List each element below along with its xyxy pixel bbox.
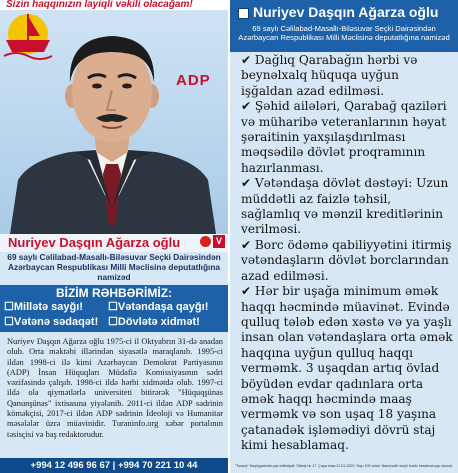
party-badge-icon [200, 236, 211, 247]
candidacy-subtitle: 69 saylı Cəlilabad-Masallı-Biləsuvar Seçki Dairəsindən Azərbaycan Respublikası Milli Məclisinə deputatlığına namizəd [238, 24, 450, 42]
contact-phones: +994 12 496 96 67 | +994 70 221 10 44 [0, 458, 228, 473]
party-abbreviation: ADP [176, 72, 211, 89]
candidacy-subtitle: 69 saylı Cəlilabad-Masallı-Biləsuvar Seçki Dairəsindən Azərbaycan Respublikası Milli Məclisinə deputatlığına namizəd [7, 252, 221, 282]
program-points [241, 53, 453, 454]
motto-item: ☐Vətənə sədaqət! [4, 316, 99, 328]
check-icon: ✔ [241, 176, 252, 191]
program-point: ✔ Vətəndaşa dövlət dəstəyi: Uzun müddətli az faizlə təhsil, sağlamlıq və mənzil kreditlərinin verilməsi. [241, 176, 449, 237]
program-point: ✔ Hər bir uşağa minimum əmək haqqı həcmində müavinət. Evində qulluq tələb edən xəstə və ya yaşlı insan olan vətəndaşlara orta əmək haqqına uyğun qulluq haqqı verməmk. 3 uşaqdan artıq övlad böyüdən evdar qadınlara orta əmək haqqı həcmində maaş verməmk və son uşaq 18 yaşına çatanadək işləmədiyi dövrü staj kimi hesablamaq. [241, 284, 453, 453]
ballot-box-icon: V [213, 235, 225, 248]
motto-title: BİZİM RƏHBƏRİMİZ: [55, 286, 173, 300]
adp-logo-icon [0, 10, 56, 74]
candidate-name-bar [0, 234, 228, 252]
campaign-leaflet-program [230, 0, 458, 473]
program-point: ✔ Borc ödəmə qabiliyyətini itirmiş vətəndaşların dövlət borclarından azad edilməsi. [241, 237, 452, 283]
candidate-name: Nuriyev Daşqın Ağarza oğlu [253, 4, 439, 20]
motto-item: ☐Vətəndaşa qayğı! [108, 301, 209, 313]
motto-item: ☐Millətə sayğı! [4, 301, 83, 313]
print-imprint: "Turana" Nəşriyyatında çap edilmişdir. Sifariş № 17. Çapa imza 21.01.2020. Sayı 100 ədəd. Namizədin seçki fondu hesabına çap olunub. [234, 464, 454, 468]
program-header [230, 0, 458, 52]
motto-block [0, 285, 228, 332]
checkbox-icon: ☐ [108, 316, 118, 328]
motto-item: ☐Dövlətə xidmət! [108, 316, 200, 328]
checkbox-icon [238, 8, 249, 19]
check-icon: ✔ [241, 53, 252, 67]
candidate-biography: Nuriyev Daşqın Ağarza oğlu 1975-ci il Oktyabrın 31-də anadan olub. Orta məktəbi illərindən siyasətlə maraqlanıb. 1995-ci ildən 1998-ci ilə kimi Azərbaycan Demokrat Partiyasının (ADP) İnsan Hüquqları Müdafiə Komissiyasının sədri vəzifəsində çalışıb. 1998-ci ildə hərbi xidmətdə olub. 1997-ci ildə ola qiymətlərlə universiteti bitirərək "Hüquqşünas Qanunşünas" ixtisasına yiyələnib. 2011-ci ildən ADP sədrinin köməkçisi, 2017-ci ildən ADP sədrinin İdeoloji və Humanitar məsələlər üzrə müavinidir. Turaninfo.org xəbər portalının təsisçisi və baş redaktorudur. [7, 337, 223, 439]
program-point: ✔ Dağlıq Qarabağın hərbi və beynəlxalq hüquqa uyğun işğaldan azad edilməsi. [241, 53, 418, 98]
checkbox-icon: ☐ [4, 301, 14, 313]
checkbox-icon: ☐ [4, 316, 14, 328]
candidate-photo [0, 10, 228, 234]
campaign-leaflet-front [0, 0, 228, 473]
program-point: ✔ Şəhid ailələri, Qarabağ qaziləri və müharibə veteranlarının həyat şəraitinin yaxşılaşdırılması məqsədilə dövlət proqramının hazırlanması. [241, 99, 447, 175]
candidate-name: Nuriyev Daşqın Ağarza oğlu [8, 235, 181, 250]
check-icon: ✔ [241, 284, 252, 299]
check-icon: ✔ [241, 99, 252, 114]
slogan: Sizin haqqınızın layiqli vəkili olacağam! [0, 0, 228, 10]
checkbox-icon: ☐ [108, 301, 118, 313]
check-icon: ✔ [241, 237, 252, 252]
